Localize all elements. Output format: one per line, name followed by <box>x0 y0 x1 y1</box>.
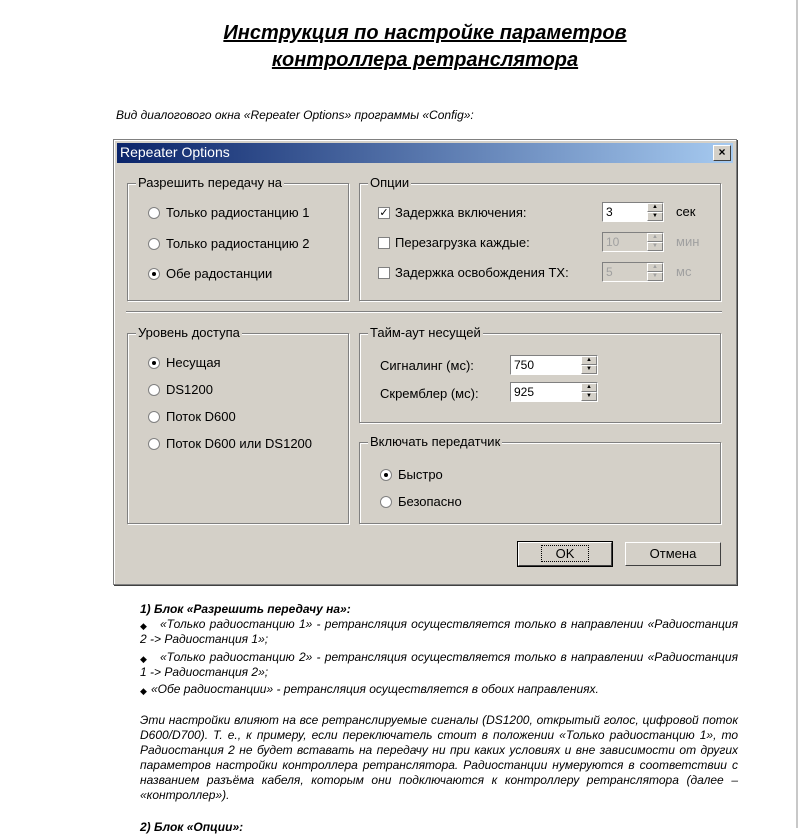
spin-down-icon[interactable]: ▼ <box>647 272 663 281</box>
repeater-options-dialog <box>113 139 737 585</box>
options-legend: Опции <box>370 175 410 190</box>
spin-down-icon[interactable]: ▼ <box>647 242 663 251</box>
unit-minutes: мин <box>676 234 700 249</box>
radio-button[interactable] <box>148 438 160 450</box>
spinner-arrows[interactable] <box>647 233 663 251</box>
bullet-diamond-icon: ◆ <box>140 686 147 696</box>
spinner-value: 10 <box>606 235 620 249</box>
radio-button[interactable] <box>148 384 160 396</box>
radio-fast[interactable] <box>380 467 443 482</box>
spin-down-icon[interactable]: ▼ <box>647 212 663 221</box>
carrier-timeout-legend: Тайм-аут несущей <box>370 325 481 340</box>
access-level-legend: Уровень доступа <box>138 325 240 340</box>
intro-text: Вид диалогового окна «Repeater Options» программы «Config»: <box>116 108 474 122</box>
spinner-value: 5 <box>606 265 613 279</box>
close-button[interactable]: × <box>713 145 731 161</box>
section-2-heading: 2) Блок «Опции»: <box>140 820 244 834</box>
spin-up-icon[interactable]: ▲ <box>647 233 663 242</box>
access-level-group <box>127 325 349 524</box>
spin-up-icon[interactable]: ▲ <box>647 203 663 212</box>
section-1-paragraph: Эти настройки влияют на все ретранслируемые сигналы (DS1200, открытый голос, цифровой поток D600/D700). Т. е., к примеру, если переключатель стоит в положении «Только радиостанцию 1», то Радиостанция 2 не будет вставать на передачу ни при каких условиях и вне зависимости от других параметров настройки контроллера ретранслятора. Радиостанции нумеруются в соответствии с названием разъёма кабеля, которым они подключаются к контроллеру ретранслятора (далее – «контроллер»). <box>140 713 738 802</box>
radio-only-station-1[interactable] <box>148 205 309 220</box>
radio-label: Быстро <box>398 467 443 482</box>
option-tx-release-delay[interactable] <box>378 265 569 280</box>
radio-label: Безопасно <box>398 494 462 509</box>
radio-stream-d600[interactable] <box>148 409 236 424</box>
allow-transmit-group <box>127 175 349 301</box>
spinner-value: 750 <box>514 358 535 372</box>
power-on-delay-spinner[interactable] <box>602 202 664 222</box>
radio-safe[interactable] <box>380 494 462 509</box>
radio-label: Обе радостанции <box>166 266 273 281</box>
unit-seconds: сек <box>676 204 696 219</box>
option-label: Задержка включения: <box>395 205 527 220</box>
spinner-value: 925 <box>514 385 535 399</box>
radio-ds1200[interactable] <box>148 382 213 397</box>
radio-only-station-2[interactable] <box>148 236 309 251</box>
radio-both-stations[interactable] <box>148 266 272 281</box>
spinner-arrows[interactable] <box>647 203 663 221</box>
title-line-1: Инструкция по настройке параметров <box>223 22 627 44</box>
cancel-button[interactable]: Отмена <box>625 542 721 566</box>
radio-button[interactable] <box>148 207 160 219</box>
radio-button[interactable] <box>148 411 160 423</box>
ok-label: OK <box>542 546 589 561</box>
radio-button-selected[interactable] <box>380 469 392 481</box>
bullet-text-1: «Только радиостанцию 1» - ретрансляция осуществляется только в направлении «Радиостанция 2 -> Радиостанция 1»; <box>140 617 738 646</box>
separator <box>126 311 722 313</box>
unit-milliseconds: мс <box>676 264 692 279</box>
radio-d600-or-ds1200[interactable] <box>148 436 312 451</box>
radio-label: Несущая <box>166 355 221 370</box>
allow-transmit-legend: Разрешить передачу на <box>138 175 283 190</box>
title-line-2: контроллера ретранслятора <box>271 49 579 71</box>
spin-up-icon[interactable]: ▲ <box>647 263 663 272</box>
carrier-timeout-group <box>359 325 721 423</box>
radio-label: Поток D600 или DS1200 <box>166 436 313 451</box>
bullet-text-2: «Только радиостанцию 2» - ретрансляция осуществляется только в направлении «Радиостанция 1 -> Радиостанция 2»; <box>140 650 738 679</box>
scrambler-spinner[interactable] <box>510 382 598 402</box>
radio-button[interactable] <box>148 238 160 250</box>
spinner-arrows[interactable] <box>647 263 663 281</box>
checkbox-unchecked[interactable] <box>378 267 390 279</box>
document-title <box>0 20 798 74</box>
spin-down-icon[interactable]: ▼ <box>581 365 597 374</box>
spinner-arrows[interactable] <box>581 356 597 374</box>
radio-button[interactable] <box>380 496 392 508</box>
scrambler-label: Скремблер (мс): <box>380 386 479 401</box>
checkbox-unchecked[interactable] <box>378 237 390 249</box>
transmitter-enable-legend: Включать передатчик <box>370 434 501 449</box>
spin-up-icon[interactable]: ▲ <box>581 383 597 392</box>
dialog-title: Repeater Options <box>120 144 230 160</box>
signaling-spinner[interactable] <box>510 355 598 375</box>
radio-label: Только радиостанцию 1 <box>166 205 310 220</box>
radio-button-selected[interactable] <box>148 357 160 369</box>
radio-label: Только радиостанцию 2 <box>166 236 310 251</box>
option-label: Перезагрузка каждые: <box>395 235 530 250</box>
reboot-every-spinner[interactable] <box>602 232 664 252</box>
spin-down-icon[interactable]: ▼ <box>581 392 597 401</box>
dialog-titlebar <box>117 143 733 163</box>
bullet-diamond-icon: ◆ <box>140 654 147 664</box>
spinner-arrows[interactable] <box>581 383 597 401</box>
spin-up-icon[interactable]: ▲ <box>581 356 597 365</box>
ok-button[interactable] <box>518 542 612 566</box>
radio-label: Поток D600 <box>166 409 236 424</box>
spinner-value: 3 <box>606 205 613 219</box>
radio-label: DS1200 <box>166 382 213 397</box>
checkbox-checked[interactable]: ✓ <box>379 206 389 219</box>
options-group <box>359 175 721 301</box>
tx-release-delay-spinner[interactable] <box>602 262 664 282</box>
option-label: Задержка освобождения TX: <box>395 265 569 280</box>
signaling-label: Сигналинг (мс): <box>380 358 474 373</box>
radio-button-selected[interactable] <box>148 268 160 280</box>
section-1-heading: 1) Блок «Разрешить передачу на»: <box>140 602 351 616</box>
bullet-text-3: «Обе радиостанции» - ретрансляция осуществляется в обоих направлениях. <box>151 682 599 696</box>
radio-carrier[interactable] <box>148 355 221 370</box>
option-reboot-every[interactable] <box>378 235 530 250</box>
option-power-on-delay[interactable] <box>378 205 527 220</box>
transmitter-enable-group <box>359 434 721 524</box>
bullet-diamond-icon: ◆ <box>140 621 147 631</box>
